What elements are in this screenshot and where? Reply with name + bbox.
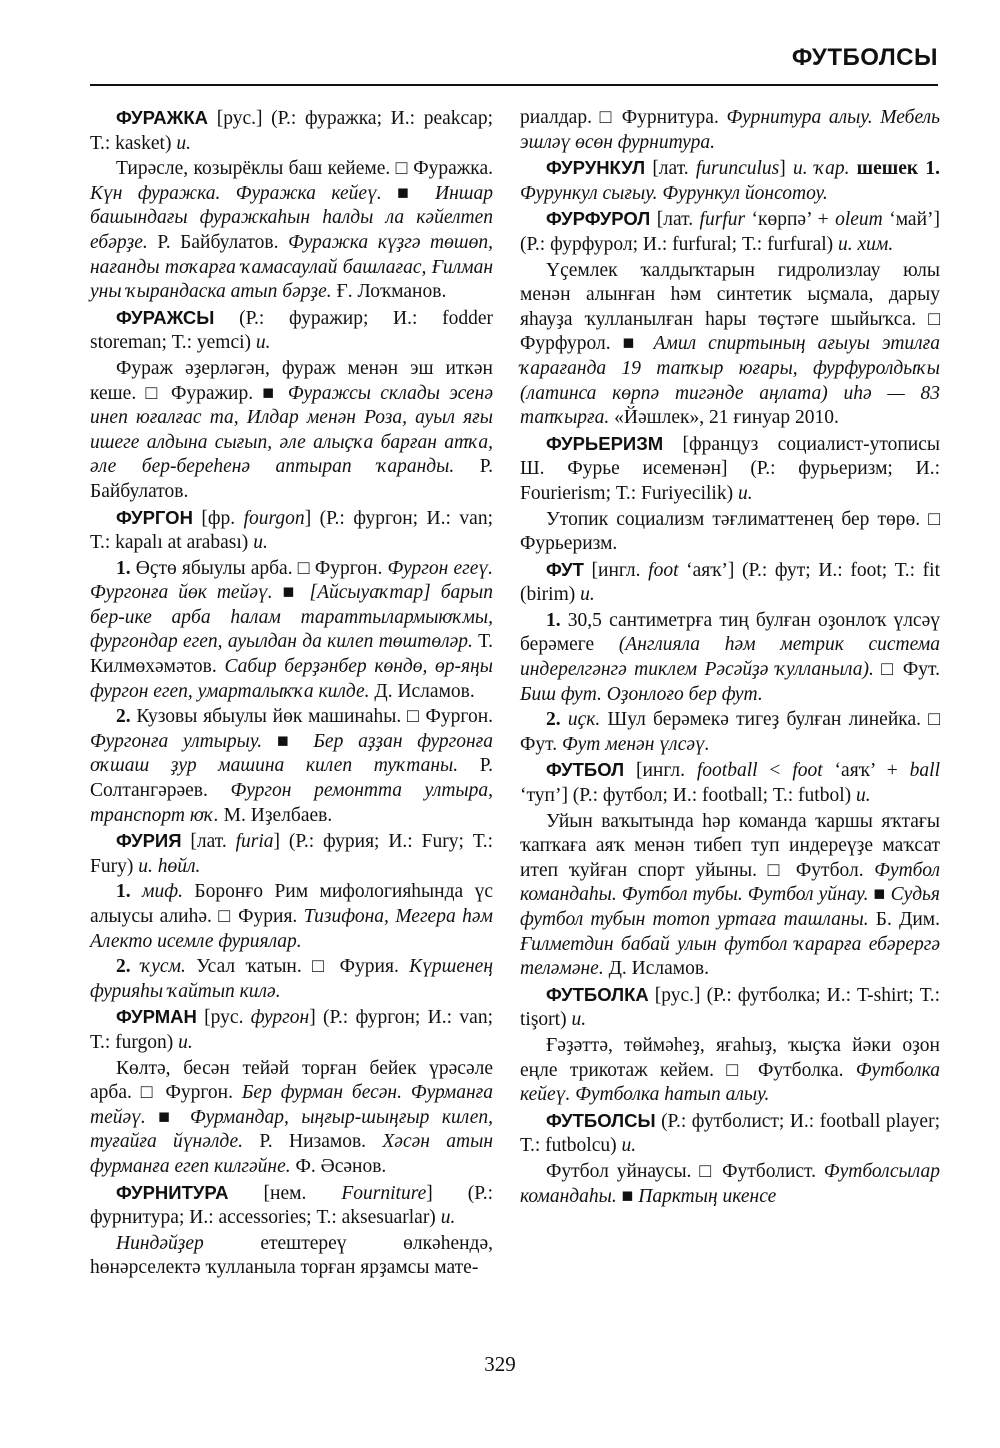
quote-author: Д. Исламов.	[603, 958, 709, 980]
quote-author: Д. Исламов.	[369, 680, 475, 702]
etymology-source: oleum	[835, 209, 883, 231]
sense-number: 2.	[116, 706, 131, 728]
etymology: [рус.	[196, 1007, 251, 1029]
part-of-speech: и.	[856, 785, 871, 807]
etymology: (Р.: футболист; И.: football player; Т.: futbolcu)	[520, 1110, 940, 1157]
part-of-speech: и.	[178, 1031, 193, 1053]
etymology-source: фургон	[250, 1007, 310, 1029]
quote-author: Ф. Әсәнов.	[290, 1155, 387, 1177]
part-of-speech: и.	[621, 1135, 637, 1157]
quote-author: Р. Солтангәрәев.	[90, 755, 493, 802]
etymology: ‘аяҡ’ +	[822, 760, 910, 782]
running-head: ФУТБОЛСЫ	[791, 44, 938, 71]
etymology: ‘май’] (Р.: фурфурол; И.: furfural; Т.: furfural)	[520, 209, 940, 255]
entry-head	[90, 306, 493, 356]
quote-marker: ■	[282, 582, 310, 604]
literary-quote: Фуражка күҙгә төшөп, нағанды тоҡарға ҡамасаулай башлағас, Ғилман уны ҡырандаска атып бәрҙе.	[90, 231, 493, 303]
etymology: [ингл.	[624, 760, 697, 782]
part-of-speech: и.	[737, 482, 753, 504]
usage-label: миф.	[130, 881, 183, 903]
entry-head	[90, 829, 493, 879]
etymology-source: Fourniture	[341, 1182, 427, 1204]
literary-quote: Хәсән атын фурманға егеп килгәйне.	[90, 1131, 493, 1177]
definition-text: Боронғо Рим мифологияһында үс алыусы алиһә. □ Фурия.	[90, 881, 493, 927]
entry-def	[90, 157, 493, 305]
quote-marker: ■	[873, 884, 891, 906]
etymology: ] (Р.: фурия; И.: Fury; Т.: Fury)	[90, 831, 493, 877]
entry-def	[90, 357, 493, 505]
headword: ФУРАЖСЫ	[116, 306, 215, 328]
etymology: ‘аяҡ’] (Р.: фут; И.: foot; Т.: fit (birim)	[520, 559, 941, 606]
etymology-source: foot	[648, 559, 679, 581]
entry-head	[520, 758, 940, 808]
headword: ФУРАЖКА	[116, 107, 209, 128]
quote-author: Б. Дим.	[868, 909, 940, 930]
etymology: <	[757, 760, 793, 782]
entry-head	[520, 156, 940, 206]
sense-number: 1.	[116, 881, 131, 903]
entry-head	[520, 558, 940, 608]
usage-example: Фут менән үлсәү.	[561, 733, 710, 755]
quote-marker: ■	[397, 182, 436, 204]
definition-text: Тирәсле, козырёклы баш кейеме. □ Фуражка.	[116, 158, 493, 180]
usage-label: иҫк.	[560, 709, 601, 731]
usage-example: Фурункул сығыу. Фурункул йонсотоу.	[520, 182, 828, 204]
usage-example: Күршенең фурияһы ҡайтып килә.	[90, 956, 493, 1002]
definition-text: Ғәҙәттә, төймәһеҙ, яғаһыҙ, ҡыҫҡа йәки оҙон еңле трикотаж кейем. □ Футболка.	[520, 1034, 940, 1081]
quote-marker: ■	[276, 730, 314, 752]
etymology: [лат.	[645, 158, 696, 180]
literary-quote: Амил спиртының ағыуы этилға ҡарағанда 19 тапҡыр юғары, фурфуролдыҡы (латинса көрпә тигәнде аңлата) иһә — 83 тапҡырға.	[520, 333, 941, 429]
literary-quote: Фуражсы склады эсенә инеп юғалғас та, Илдар менән Роза, ауыл яғы ишеге алдына сығып, әле алыҫҡа барған атҡа, әле бер-береһенә аптырап ҡаранды.	[90, 382, 494, 478]
quote-author: М. Иҙелбаев.	[218, 804, 333, 826]
etymology: [лат.	[650, 209, 700, 231]
quote-marker: ■	[621, 1185, 639, 1207]
etymology: [фр.	[192, 507, 244, 529]
entry-sense	[90, 705, 493, 828]
headword: ФУТБОЛ	[546, 759, 625, 781]
part-of-speech: и.	[176, 132, 191, 154]
cross-reference: шешек 1.	[849, 158, 940, 180]
usage-example: Футбол командаһы. Футбол тубы. Футбол уйнау.	[520, 859, 940, 906]
etymology-source: fourgon	[243, 507, 305, 529]
etymology-source: furfur	[699, 209, 746, 231]
etymology: ] (Р.: фургон; И.: van; Т.: furgon)	[90, 1007, 493, 1053]
entry-def	[520, 1160, 940, 1209]
headword: ФУРГОН	[116, 506, 193, 528]
etymology: [лат.	[181, 831, 236, 853]
etymology-source: foot	[792, 760, 823, 782]
quote-author: Р. Низамов.	[243, 1131, 383, 1153]
sense-number: 1.	[546, 609, 561, 631]
page-number: 329	[484, 1352, 516, 1376]
definition-text: Уйын ваҡытында һәр команда ҡаршы яҡтағы ҡапҡаға аяҡ менән тибеп туп индереүҙе маҡсат итеп ҡуйған спорт уйыны. □ Футбол.	[520, 810, 940, 881]
sense-number: 2.	[116, 956, 131, 978]
definition-text: Шул берәмекә тигеҙ булған линейка. □ Фут.	[520, 709, 940, 755]
etymology: [француз социалист-утописы Ш. Фурье исеменән] (Р.: фурьеризм; И.: Fourierism; Т.: Furiyecilik)	[520, 433, 940, 504]
literary-quote: Парктың икенсе	[638, 1185, 777, 1207]
entry-def	[520, 1034, 940, 1108]
etymology: ] (Р.: фурнитура; И.: accessories; Т.: aksesuarlar)	[90, 1182, 493, 1229]
sense-number: 2.	[546, 709, 561, 731]
etymology: ‘көрпә’ +	[745, 209, 836, 231]
headword: ФУРУНКУЛ	[546, 157, 646, 179]
entry-head	[520, 983, 940, 1033]
literary-quote: Фургон ремонтта ултыра, транспорт юҡ.	[90, 780, 493, 826]
definition-text: Футбол уйнаусы. □ Футболист.	[546, 1160, 824, 1182]
definition-text: Көлтә, бесән тейәй торған бейек үрәсәле арба. □ Фургон.	[90, 1057, 493, 1104]
etymology: [нем.	[228, 1182, 342, 1204]
etymology: ] (Р.: фургон; И.: van; Т.: kapalı at arabası)	[90, 507, 493, 554]
usage-example: Күн фуражка. Фуражка кейеү.	[90, 182, 398, 204]
entry-sense	[90, 880, 493, 954]
usage-label: ҡусм.	[130, 956, 186, 978]
headword: ФУРЬЕРИЗМ	[546, 432, 664, 454]
literary-quote: Иншар башындағы фуражкаһын һалды ла кәйелтеп ебәрҙе.	[90, 182, 493, 253]
entry-sense	[90, 955, 493, 1004]
usage-example: (Англияла һәм метрик система индерелгәнгә тиклем Рәсәйҙә ҡулланыла).	[520, 634, 941, 681]
entry-head	[90, 506, 493, 556]
headword: ФУТБОЛКА	[546, 983, 649, 1005]
left-column	[90, 106, 493, 1282]
quote-author: Ғ. Лоҡманов.	[331, 281, 447, 303]
header-rule	[90, 84, 938, 86]
definition-text: 30,5 сантиметрға тиң булған оҙонлоҡ үлсәү берәмеге	[520, 609, 940, 656]
sense-number: 1.	[116, 557, 131, 579]
usage-example: Футболка кейеү. Футболка һатып алыу.	[520, 1059, 940, 1106]
headword: ФУРМАН	[116, 1006, 197, 1028]
definition-text: риалдар. □ Фурнитура.	[520, 107, 727, 128]
etymology: [рус.] (Р.: футболка; И.: T-shirt; Т.: tişort)	[520, 984, 940, 1031]
literary-quote: Ғилметдин бабай улын футбол ҡарарға ебәрергә теләмәне.	[520, 933, 940, 980]
definition-text: Утопик социализм тәғлиматтенең бер төрө. □ Фурьеризм.	[520, 508, 940, 555]
quote-author: Т. Килмөхәмәтов.	[90, 631, 493, 678]
usage-example: Фургон егеү. Фургонға йөк тейәү.	[90, 557, 493, 604]
usage-example: Тизифона, Мегера һәм Алекто исемле фуриялар.	[90, 906, 493, 952]
quote-marker: ■	[158, 1106, 190, 1128]
usage-example: Фурнитура алыу. Мебель эшләү өсөн фурнитура.	[520, 107, 940, 153]
right-column	[520, 106, 940, 1210]
entry-head	[520, 207, 940, 257]
entry-sense	[520, 708, 940, 757]
etymology: [ингл.	[583, 559, 649, 581]
part-of-speech: и.	[580, 584, 595, 606]
usage-example: Бер фурман бесән. Фурманға тейәү.	[90, 1082, 493, 1128]
headword: ФУТБОЛСЫ	[546, 1109, 656, 1131]
entry-def	[90, 1232, 493, 1281]
usage-example: Футболсылар командаһы.	[520, 1160, 940, 1207]
quote-author: Р. Байбулатов.	[147, 231, 289, 253]
entry-head	[90, 1005, 493, 1055]
literary-quote: Бер аҙҙан фургонға оҡшаш ҙур машина килеп туҡтаны.	[90, 730, 494, 777]
entry-head	[90, 1181, 493, 1231]
entry-head	[520, 1109, 940, 1159]
literary-quote: Судья футбол тубын тотоп уртаға ташланы.	[520, 884, 941, 930]
quote-marker: ■	[262, 382, 288, 404]
definition-text: Кузовы ябыулы йөк машинаһы. □ Фургон.	[130, 706, 493, 728]
literary-quote: Сабир берҙәнбер көндө, өр-яңы фургон егеп, умарталыҡҡа килде.	[90, 656, 493, 702]
etymology: ‘туп’] (Р.: футбол; И.: football; Т.: futbol)	[520, 785, 857, 807]
definition-text: □ Фут.	[873, 659, 940, 681]
entry-cont	[520, 106, 940, 155]
part-of-speech: и. хим.	[838, 233, 894, 255]
definition-text: Үҫемлек ҡалдыҡтарын гидролизлау юлы менән алынған һәм синтетик ыҫмала, дарыу яһауҙа ҡулланылған һары төҫтәге шыйыҡса. □ Фурфурол.	[520, 259, 940, 355]
part-of-speech: и.	[253, 532, 268, 554]
entry-def	[520, 810, 940, 982]
etymology: ]	[779, 158, 793, 180]
headword: ФУРИЯ	[116, 830, 182, 852]
quote-author: «Йәшлек», 21 ғинуар 2010.	[609, 407, 839, 429]
entry-head	[90, 106, 493, 156]
headword: ФУРФУРОЛ	[546, 208, 651, 230]
entry-def	[520, 508, 940, 557]
entry-head	[520, 432, 940, 507]
literary-quote: Фурмандар, ыңғыр-шыңғыр килеп, туғайға йүнәлде.	[90, 1106, 493, 1153]
entry-sense	[520, 609, 940, 707]
part-of-speech: и. һөйл.	[138, 855, 201, 877]
etymology: (Р.: фуражир; И.: fodder storeman; Т.: yemci)	[90, 307, 493, 354]
literary-quote: [Айсыуаҡтар] барып бер-ике арба һалам тараттылармыюҡмы, фургондар егеп, ауылдан да килеп төштөләр.	[90, 582, 493, 653]
part-of-speech: и.	[571, 1009, 587, 1031]
definition-text: Өҫтө ябыулы арба. □ Фургон.	[130, 557, 388, 579]
etymology: [рус.] (Р.: фуражка; И.: peakcap; Т.: kasket)	[90, 108, 493, 154]
part-of-speech: и.	[255, 332, 271, 354]
part-of-speech: и.	[440, 1207, 456, 1229]
entry-sense	[90, 557, 493, 705]
lead-italic: Ниндәйҙер	[116, 1232, 204, 1254]
definition-text: Фураж әҙерләгән, фураж менән эш иткән кеше. □ Фуражир.	[90, 357, 493, 404]
definition-text: Усал ҡатын. □ Фурия.	[185, 956, 410, 978]
entry-def	[520, 259, 940, 431]
entry-def	[90, 1057, 493, 1180]
definition-text: етештереү өлкәһендә, һөнәрселектә ҡулланыла торған ярҙамсы мате-	[90, 1232, 493, 1279]
headword: ФУРНИТУРА	[116, 1181, 229, 1203]
etymology-source: furia	[235, 831, 274, 853]
usage-example: Фургонға ултырыу.	[90, 730, 277, 752]
quote-author: Р. Байбулатов.	[90, 456, 493, 502]
etymology-source: ball	[909, 760, 941, 782]
usage-example: Биш фут. Оҙонлоғо бер фут.	[520, 683, 763, 705]
etymology-source: football	[696, 760, 758, 782]
etymology-source: furunculus	[695, 158, 780, 180]
quote-marker: ■	[622, 333, 654, 355]
part-of-speech: и. ҡар.	[792, 158, 850, 180]
headword: ФУТ	[546, 558, 584, 580]
